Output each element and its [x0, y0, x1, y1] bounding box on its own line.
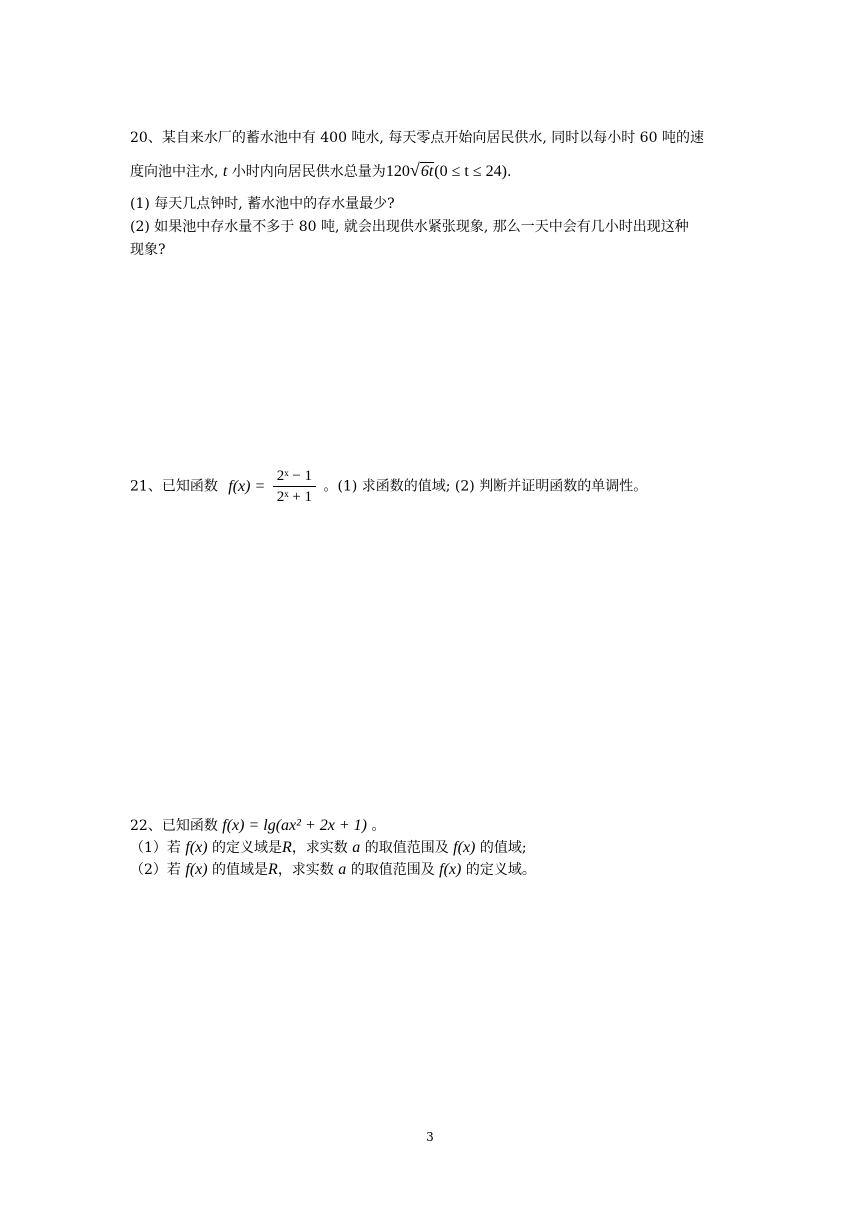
q20-condition: (0 ≤ t ≤ 24): [434, 163, 507, 180]
q22-p2-fx: f(x): [185, 861, 208, 878]
q22-p1-var-a: a: [352, 839, 361, 856]
q22-p2-d: 的取值范围及: [350, 862, 435, 878]
q20-var-t: t: [222, 163, 228, 180]
q21-line: [130, 466, 647, 507]
q22-p2-b: 的值域是: [212, 862, 269, 878]
q22-p1-R: R: [282, 839, 292, 856]
q22-line: [130, 816, 385, 836]
q21-fraction: [273, 466, 316, 507]
q21-prefix: 21、已知函数: [130, 478, 218, 495]
radical-sign-icon: √: [409, 160, 420, 180]
q22-part2: [130, 860, 536, 880]
q22-end: 。: [371, 818, 386, 834]
q22-part1: [130, 838, 527, 858]
q22-p2-R: R: [268, 861, 278, 878]
q20-part2-cont-text: 现象?: [130, 242, 166, 258]
q20-part2: [130, 217, 689, 237]
q22-p1-fx2: f(x): [453, 839, 476, 856]
q20-part1: [130, 194, 395, 214]
q20-part2-cont: [130, 240, 166, 260]
q22-p2-c: ，求实数: [277, 862, 334, 878]
q20-text-line2-pre: 度向池中注水,: [130, 164, 219, 180]
page-number: 3: [426, 1130, 434, 1144]
q22-prefix: 22、已知函数: [130, 818, 218, 834]
q20-period: .: [506, 164, 512, 180]
q21-rest: 。(1) 求函数的值域; (2) 判断并证明函数的单调性。: [323, 478, 648, 495]
q20-line1: [130, 128, 704, 148]
q20-part2-text: (2) 如果池中存水量不多于 80 吨, 就会出现供水紧张现象, 那么一天中会有几小时出现这种: [130, 219, 689, 235]
q20-part1-text: (1) 每天几点钟时, 蓄水池中的存水量最少?: [130, 196, 395, 212]
q20-line2: [130, 162, 511, 182]
q22-p2-e: 的定义域。: [465, 862, 536, 878]
q22-p1-d: 的取值范围及: [364, 840, 449, 856]
q22-p1-fx: f(x): [185, 839, 208, 856]
q22-p1-c: ，求实数: [291, 840, 348, 856]
q20-radicand: 6t: [420, 163, 434, 180]
q22-definition: f(x) = lg(ax² + 2x + 1): [222, 817, 367, 834]
q21-numerator: 2ˣ − 1: [273, 466, 316, 487]
q20-text-line1: 20、某自来水厂的蓄水池中有 400 吨水, 每天零点开始向居民供水, 同时以每小时 60 吨的速: [130, 130, 704, 146]
q20-text-line2-mid: 小时内向居民供水总量为: [231, 164, 386, 180]
q22-p2-fx2: f(x): [439, 861, 462, 878]
q22-p2-a: （2）若: [130, 862, 181, 878]
q22-p2-var-a: a: [338, 861, 347, 878]
q20-sqrt: [410, 162, 434, 182]
q20-coef: 120: [385, 163, 410, 180]
q22-p1-e: 的值域;: [479, 840, 527, 856]
q22-p1-b: 的定义域是: [212, 840, 283, 856]
q22-p1-a: （1）若: [130, 840, 181, 856]
q21-fx: f(x) =: [228, 477, 266, 495]
q21-denominator: 2ˣ + 1: [276, 489, 313, 505]
